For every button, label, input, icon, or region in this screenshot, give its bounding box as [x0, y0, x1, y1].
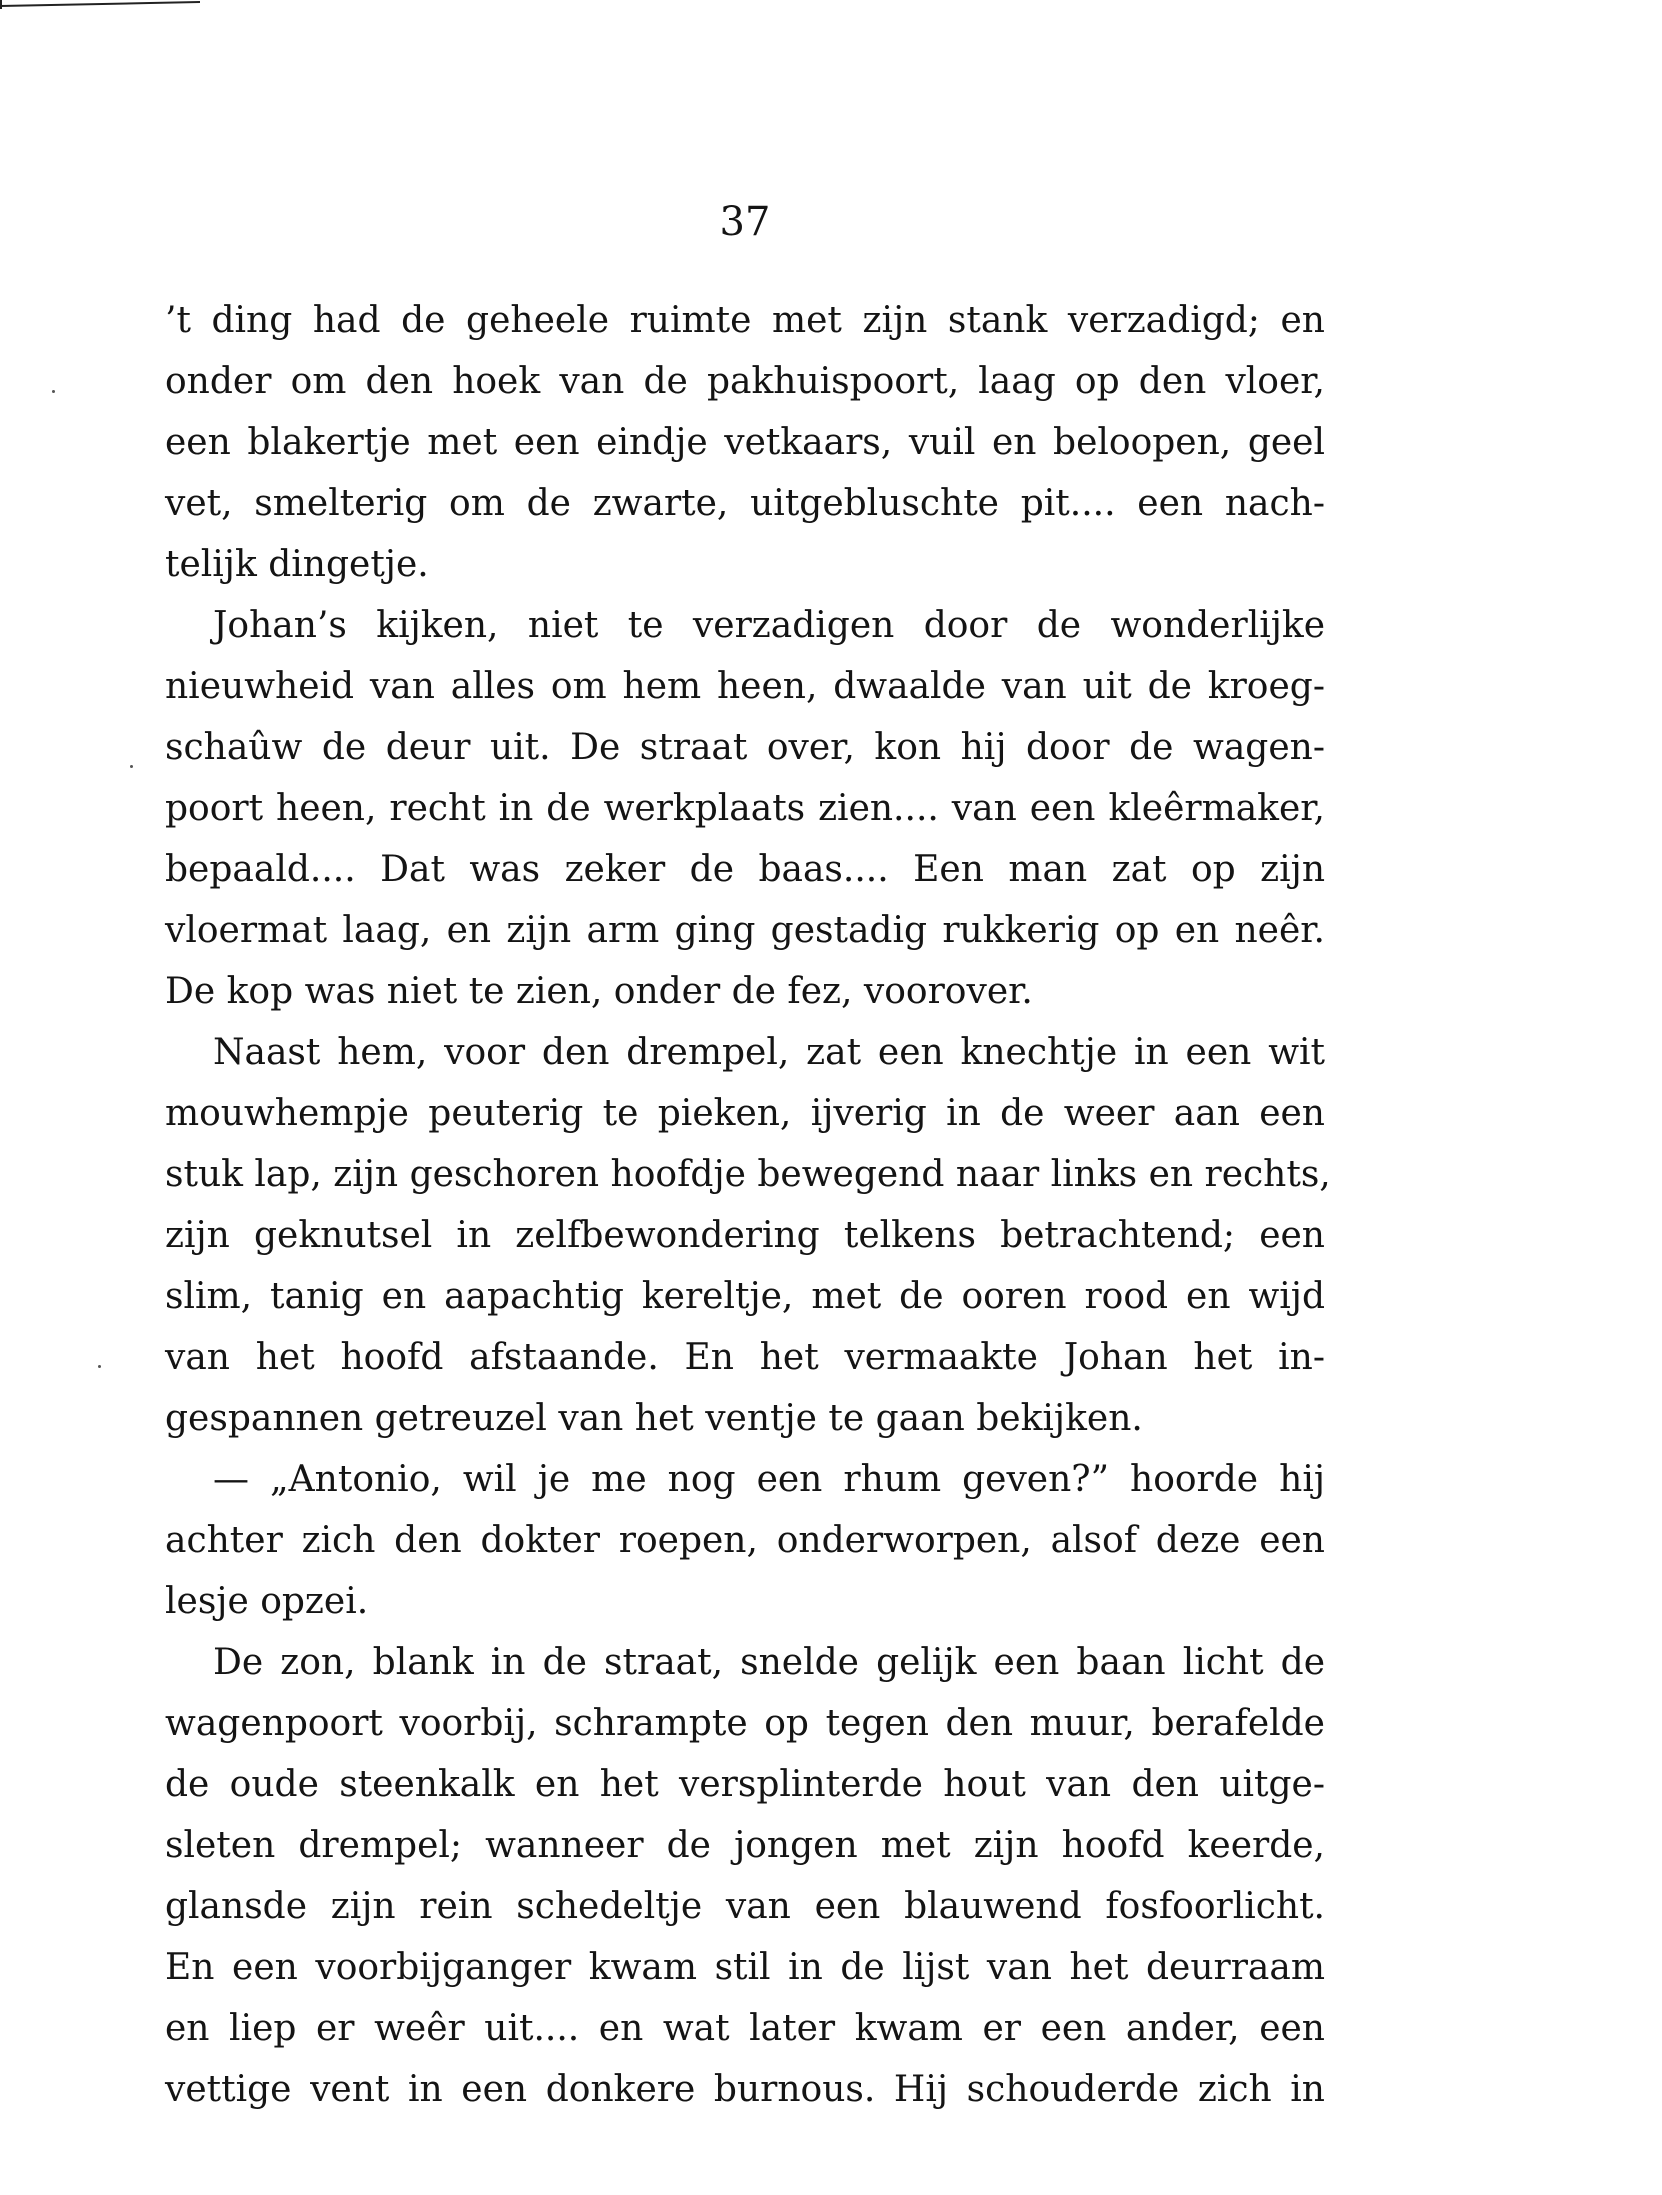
- text-line: De kop was niet te zien, onder de fez, voorover.: [165, 971, 1033, 1012]
- text-line: — „Antonio, wil je me nog een rhum geven?” hoorde hij: [213, 1459, 1325, 1500]
- text-line: glansde zijn rein schedeltje van een blauwend fosfoorlicht.: [165, 1886, 1325, 1927]
- text-line: achter zich den dokter roepen, onderworpen, alsof deze een: [165, 1520, 1325, 1561]
- text-line: poort heen, recht in de werkplaats zien.... van een kleêrmaker,: [165, 788, 1325, 829]
- body-text: [165, 290, 1331, 2120]
- text-line: gespannen getreuzel van het ventje te gaan bekijken.: [165, 1398, 1143, 1439]
- scan-speck: [98, 1365, 101, 1368]
- scan-speck: [130, 765, 133, 768]
- text-line: schaûw de deur uit. De straat over, kon hij door de wagen-: [165, 727, 1325, 768]
- text-line: lesje opzei.: [165, 1581, 369, 1622]
- text-line: De zon, blank in de straat, snelde gelijk een baan licht de: [213, 1642, 1325, 1683]
- text-line: mouwhempje peuterig te pieken, ijverig in de weer aan een: [165, 1093, 1325, 1134]
- text-line: de oude steenkalk en het versplinterde hout van den uitge-: [165, 1764, 1325, 1805]
- text-line: wagenpoort voorbij, schrampte op tegen den muur, berafelde: [165, 1703, 1325, 1744]
- text-line: een blakertje met een eindje vetkaars, vuil en beloopen, geel: [165, 422, 1325, 463]
- text-line: vettige vent in een donkere burnous. Hij schouderde zich in: [165, 2069, 1325, 2110]
- text-line: slim, tanig en aapachtig kereltje, met de ooren rood en wijd: [165, 1276, 1325, 1317]
- text-line: en liep er weêr uit.... en wat later kwam er een ander, een: [165, 2008, 1325, 2049]
- text-line: telijk dingetje.: [165, 544, 429, 585]
- text-line: zijn geknutsel in zelfbewondering telkens betrachtend; een: [165, 1215, 1325, 1256]
- text-line: vet, smelterig om de zwarte, uitgebluschte pit.... een nach-: [165, 483, 1325, 524]
- text-line: vloermat laag, en zijn arm ging gestadig rukkerig op en neêr.: [165, 910, 1325, 951]
- text-line: bepaald.... Dat was zeker de baas.... Een man zat op zijn: [165, 849, 1325, 890]
- text-line: En een voorbijganger kwam stil in de lijst van het deurraam: [165, 1947, 1325, 1988]
- scan-edge-mark: [0, 0, 200, 10]
- text-line: nieuwheid van alles om hem heen, dwaalde van uit de kroeg-: [165, 666, 1325, 707]
- scan-speck: [52, 390, 55, 393]
- text-line: sleten drempel; wanneer de jongen met zijn hoofd keerde,: [165, 1825, 1325, 1866]
- text-line: stuk lap, zijn geschoren hoofdje bewegend naar links en rechts,: [165, 1154, 1331, 1195]
- text-line: Naast hem, voor den drempel, zat een knechtje in een wit: [213, 1032, 1325, 1073]
- text-line: ’t ding had de geheele ruimte met zijn stank verzadigd; en: [165, 300, 1325, 341]
- text-line: Johan’s kijken, niet te verzadigen door de wonderlijke: [213, 605, 1325, 646]
- page-number: 37: [719, 199, 771, 245]
- text-line: onder om den hoek van de pakhuispoort, laag op den vloer,: [165, 361, 1325, 402]
- text-line: van het hoofd afstaande. En het vermaakte Johan het in-: [165, 1337, 1325, 1378]
